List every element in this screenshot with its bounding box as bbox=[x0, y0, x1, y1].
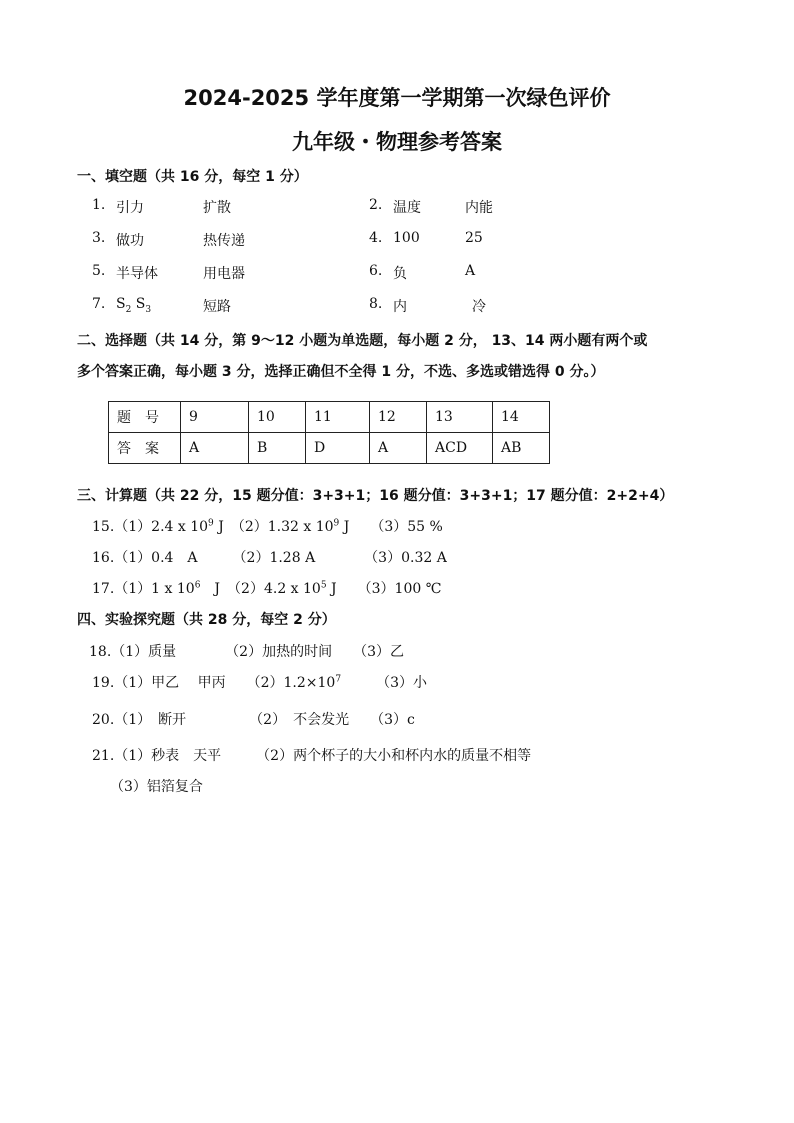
q1-number: 1. bbox=[92, 197, 106, 213]
section3-heading: 三、计算题（共 22 分，15 题分值：3+3+1；16 题分值：3+3+1；17 题分值：2+2+4） bbox=[77, 488, 674, 504]
table-cell-number: 13 bbox=[427, 402, 493, 433]
document-subtitle: 九年级・物理参考答案 bbox=[292, 130, 502, 154]
q8-answer-b: 冷 bbox=[472, 299, 486, 315]
q16-answer: 16.（1）0.4 A （2）1.28 A （3）0.32 A bbox=[92, 550, 447, 566]
q2-answer-b: 内能 bbox=[465, 200, 493, 216]
q3-number: 3. bbox=[92, 230, 106, 246]
table-cell-answer: A bbox=[181, 433, 249, 464]
table-cell-number: 11 bbox=[306, 402, 370, 433]
table-cell-number: 9 bbox=[181, 402, 249, 433]
q8-number: 8. bbox=[369, 296, 383, 312]
table-row-numbers bbox=[109, 402, 550, 433]
table-header-answer: 答 案 bbox=[109, 433, 181, 464]
table-row-answers bbox=[109, 433, 550, 464]
q3-answer-b: 热传递 bbox=[203, 233, 245, 249]
answer-table bbox=[108, 401, 550, 464]
q2-number: 2. bbox=[369, 197, 383, 213]
q6-number: 6. bbox=[369, 263, 383, 279]
q6-answer-b: A bbox=[465, 263, 476, 279]
q7-number: 7. bbox=[92, 296, 106, 312]
table-cell-answer: D bbox=[306, 433, 370, 464]
q4-number: 4. bbox=[369, 230, 383, 246]
q1-answer-b: 扩散 bbox=[203, 200, 231, 216]
q7-answer-b: 短路 bbox=[203, 299, 231, 315]
table-cell-answer: B bbox=[249, 433, 306, 464]
table-cell-answer: A bbox=[370, 433, 427, 464]
q18-answer: 18.（1）质量 （2）加热的时间 （3）乙 bbox=[89, 644, 404, 660]
table-cell-answer: AB bbox=[493, 433, 550, 464]
q19-answer: 19.（1）甲乙 甲丙 $(2)1.2\times 10^7$ （3）小 bbox=[92, 674, 427, 691]
q5-answer-a: 半导体 bbox=[116, 266, 158, 282]
q5-answer-b: 用电器 bbox=[203, 266, 245, 282]
table-cell-answer: ACD bbox=[427, 433, 493, 464]
q4-answer-a: 100 bbox=[393, 230, 420, 246]
q7-answer-a: $S_2$ $S_3$ bbox=[116, 296, 152, 315]
q17-answer: 17.（1）1 x $10^6$ J （2）4.2 x $10^5$ J （3）100 ℃ bbox=[92, 580, 442, 597]
section2-heading-line2: 多个答案正确，每小题 3 分，选择正确但不全得 1 分，不选、多选或错选得 0 分。） bbox=[77, 364, 605, 380]
q3-answer-a: 做功 bbox=[116, 233, 144, 249]
document-title: 2024-2025 学年度第一学期第一次绿色评价 bbox=[183, 86, 611, 110]
q1-answer-a: 引力 bbox=[116, 200, 144, 216]
q21-answer-line1: 21.（1）秒表 天平 （2）两个杯子的大小和杯内水的质量不相等 bbox=[92, 748, 532, 764]
q2-answer-a: 温度 bbox=[393, 200, 421, 216]
section2-heading-line1: 二、选择题（共 14 分，第 9～12 小题为单选题，每小题 2 分， 13、14 两小题有两个或 bbox=[77, 333, 648, 349]
table-cell-number: 10 bbox=[249, 402, 306, 433]
table-cell-number: 12 bbox=[370, 402, 427, 433]
q5-number: 5. bbox=[92, 263, 106, 279]
q20-answer: 20.（1） 断开 （2） 不会发光 （3）c bbox=[92, 712, 415, 728]
q15-answer: 15.（1）2.4 x $10^9$ J （2）1.32 x $10^9$ J （3）55 % bbox=[92, 518, 443, 535]
q4-answer-b: 25 bbox=[465, 230, 483, 246]
table-header-number: 题 号 bbox=[109, 402, 181, 433]
section1-heading: 一、填空题（共 16 分，每空 1 分） bbox=[77, 169, 308, 185]
q6-answer-a: 负 bbox=[393, 266, 407, 282]
table-cell-number: 14 bbox=[493, 402, 550, 433]
q21-answer-line2: （3）铝箔复合 bbox=[110, 779, 203, 795]
section4-heading: 四、实验探究题（共 28 分，每空 2 分） bbox=[77, 612, 336, 628]
q8-answer-a: 内 bbox=[393, 299, 407, 315]
